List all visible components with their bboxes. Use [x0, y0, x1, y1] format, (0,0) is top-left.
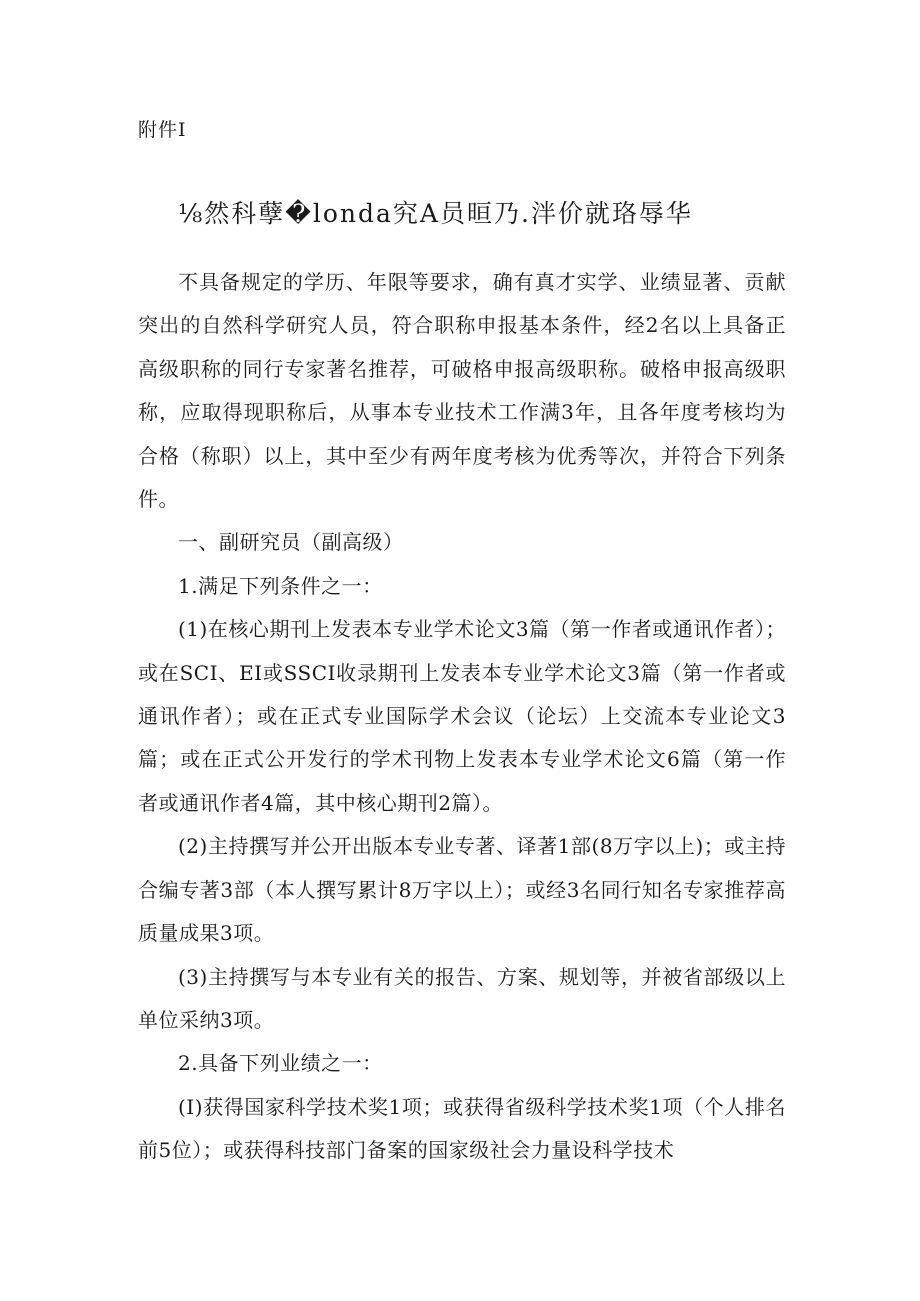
document-title: ⅛然科孽�londa究A员晅乃.泮价就珞辱华 [178, 199, 693, 228]
intro-paragraph: 不具备规定的学历、年限等要求，确有真才实学、业绩显著、贡献突出的自然科学研究人员，符合职称申报基本条件，经2名以上具备正高级职称的同行专家著名推荐，可破格申报高级职称。破格申报高级职称，应取得现职称后，从事本专业技术工作满3年，且各年度考核均为合格（称职）以上，其中至少有两年度考核为优秀等次，并符合下列条件。 [138, 270, 786, 512]
achievement-item-1: (I)获得国家科学技术奖1项；或获得省级科学技术奖1项（个人排名前5位）；或获得科技部门备案的国家级社会力量设科学技术 [138, 1094, 786, 1163]
condition-heading-2: 2.具备下列业绩之一： [178, 1051, 383, 1076]
section-heading-associate-researcher: 一、副研究员（副高级） [178, 530, 404, 555]
attachment-label: 附件I [138, 119, 187, 141]
condition-heading-1: 1.满足下列条件之一： [178, 573, 383, 598]
document-body [138, 261, 786, 1173]
condition-item-3: (3)主持撰写与本专业有关的报告、方案、规划等，并被省部级以上单位采纳3项。 [138, 964, 786, 1032]
condition-item-2: (2)主持撰写并公开出版本专业专著、译著1部(8万字以上)；或主持合编专著3部（本人撰写累计8万字以上）；或经3名同行知名专家推荐高质量成果3项。 [138, 834, 786, 946]
condition-item-1: (1)在核心期刊上发表本专业学术论文3篇（第一作者或通讯作者）；或在SCI、EI或SSCI收录期刊上发表本专业学术论文3篇（第一作者或通讯作者）；或在正式专业国际学术会议（论坛）上交流本专业论文3篇；或在正式公开发行的学术刊物上发表本专业学术论文6篇（第一作者或通讯作者4篇，其中核心期刊2篇）。 [138, 617, 786, 815]
